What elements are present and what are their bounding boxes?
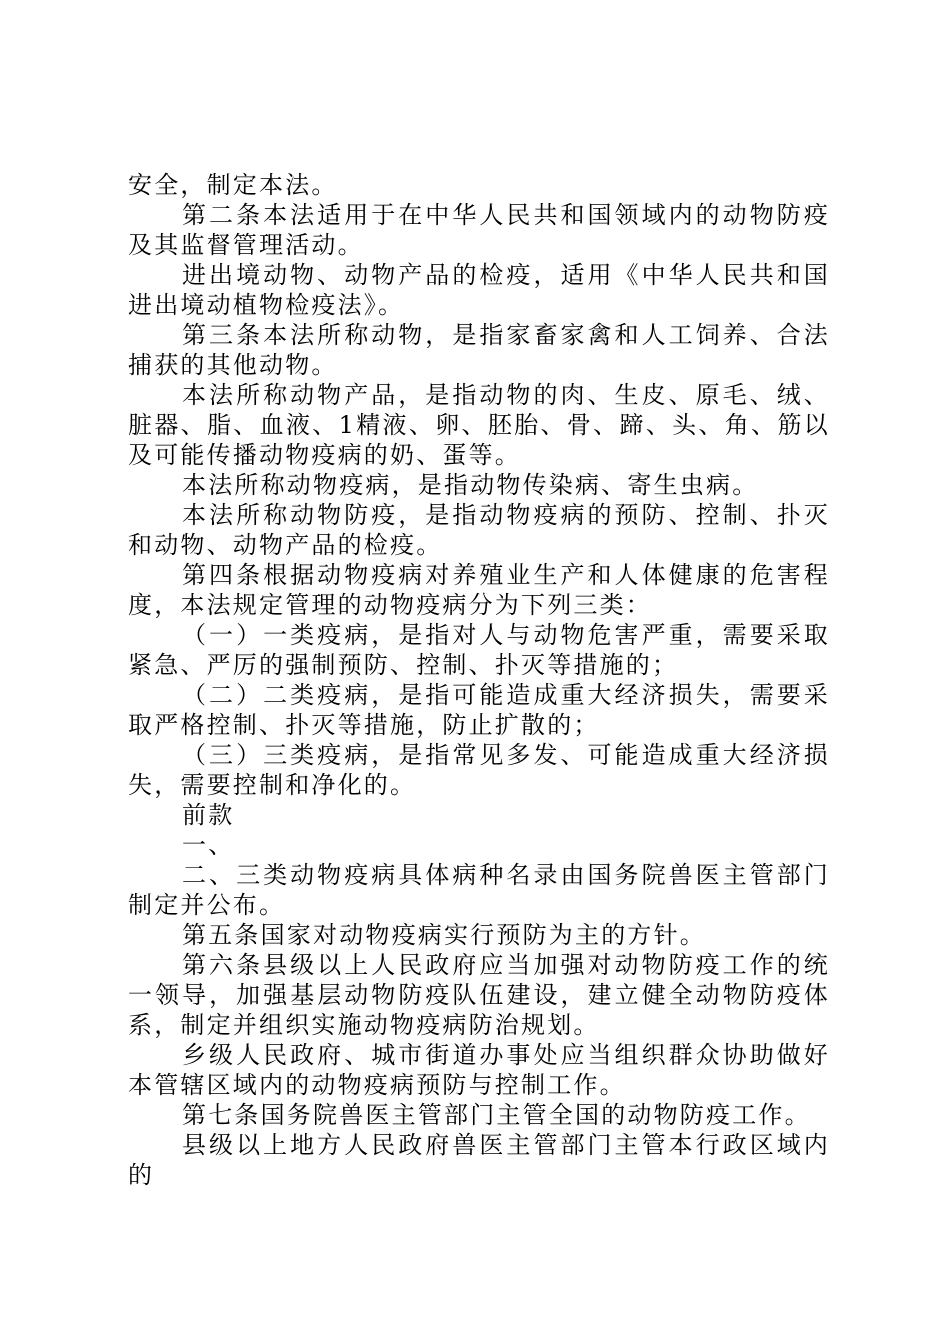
paragraph: 第二条本法适用于在中华人民共和国领域内的动物防疫及其监督管理活动。 [128, 201, 830, 259]
paragraph: 进出境动物、动物产品的检疫，适用《中华人民共和国进出境动植物检疫法》。 [128, 261, 830, 319]
paragraph: 安全，制定本法。 [128, 171, 338, 199]
paragraph: 第七条国务院兽医主管部门主管全国的动物防疫工作。 [182, 1101, 811, 1129]
paragraph: 本法所称动物疫病，是指动物传染病、寄生虫病。 [182, 471, 759, 499]
paragraph: 一、 [182, 831, 235, 859]
paragraph: （三）三类疫病，是指常见多发、可能造成重大经济损失，需要控制和净化的。 [128, 741, 830, 799]
paragraph: 第四条根据动物疫病对养殖业生产和人体健康的危害程度，本法规定管理的动物疫病分为下列三类： [128, 561, 830, 619]
paragraph: 二、三类动物疫病具体病种名录由国务院兽医主管部门制定并公布。 [128, 861, 830, 919]
paragraph: 县级以上地方人民政府兽医主管部门主管本行政区域内的 [128, 1131, 830, 1189]
paragraph: （一）一类疫病，是指对人与动物危害严重，需要采取紧急、严厉的强制预防、控制、扑灭等措施的； [128, 621, 830, 679]
paragraph: 前款 [182, 801, 235, 829]
paragraph: （二）二类疫病，是指可能造成重大经济损失，需要采取严格控制、扑灭等措施，防止扩散的； [128, 681, 830, 739]
paragraph: 本法所称动物产品，是指动物的肉、生皮、原毛、绒、脏器、脂、血液、1精液、卵、胚胎、骨、蹄、头、角、筋以及可能传播动物疫病的奶、蛋等。 [128, 381, 830, 469]
paragraph: 第三条本法所称动物，是指家畜家禽和人工饲养、合法捕获的其他动物。 [128, 321, 830, 379]
paragraph: 本法所称动物防疫，是指动物疫病的预防、控制、扑灭和动物、动物产品的检疫。 [128, 501, 830, 559]
document-body [128, 170, 830, 1190]
paragraph: 第六条县级以上人民政府应当加强对动物防疫工作的统一领导，加强基层动物防疫队伍建设，建立健全动物防疫体系，制定并组织实施动物疫病防治规划。 [128, 951, 830, 1039]
paragraph: 乡级人民政府、城市街道办事处应当组织群众协助做好本管辖区域内的动物疫病预防与控制工作。 [128, 1041, 830, 1099]
paragraph: 第五条国家对动物疫病实行预防为主的方针。 [182, 921, 706, 949]
